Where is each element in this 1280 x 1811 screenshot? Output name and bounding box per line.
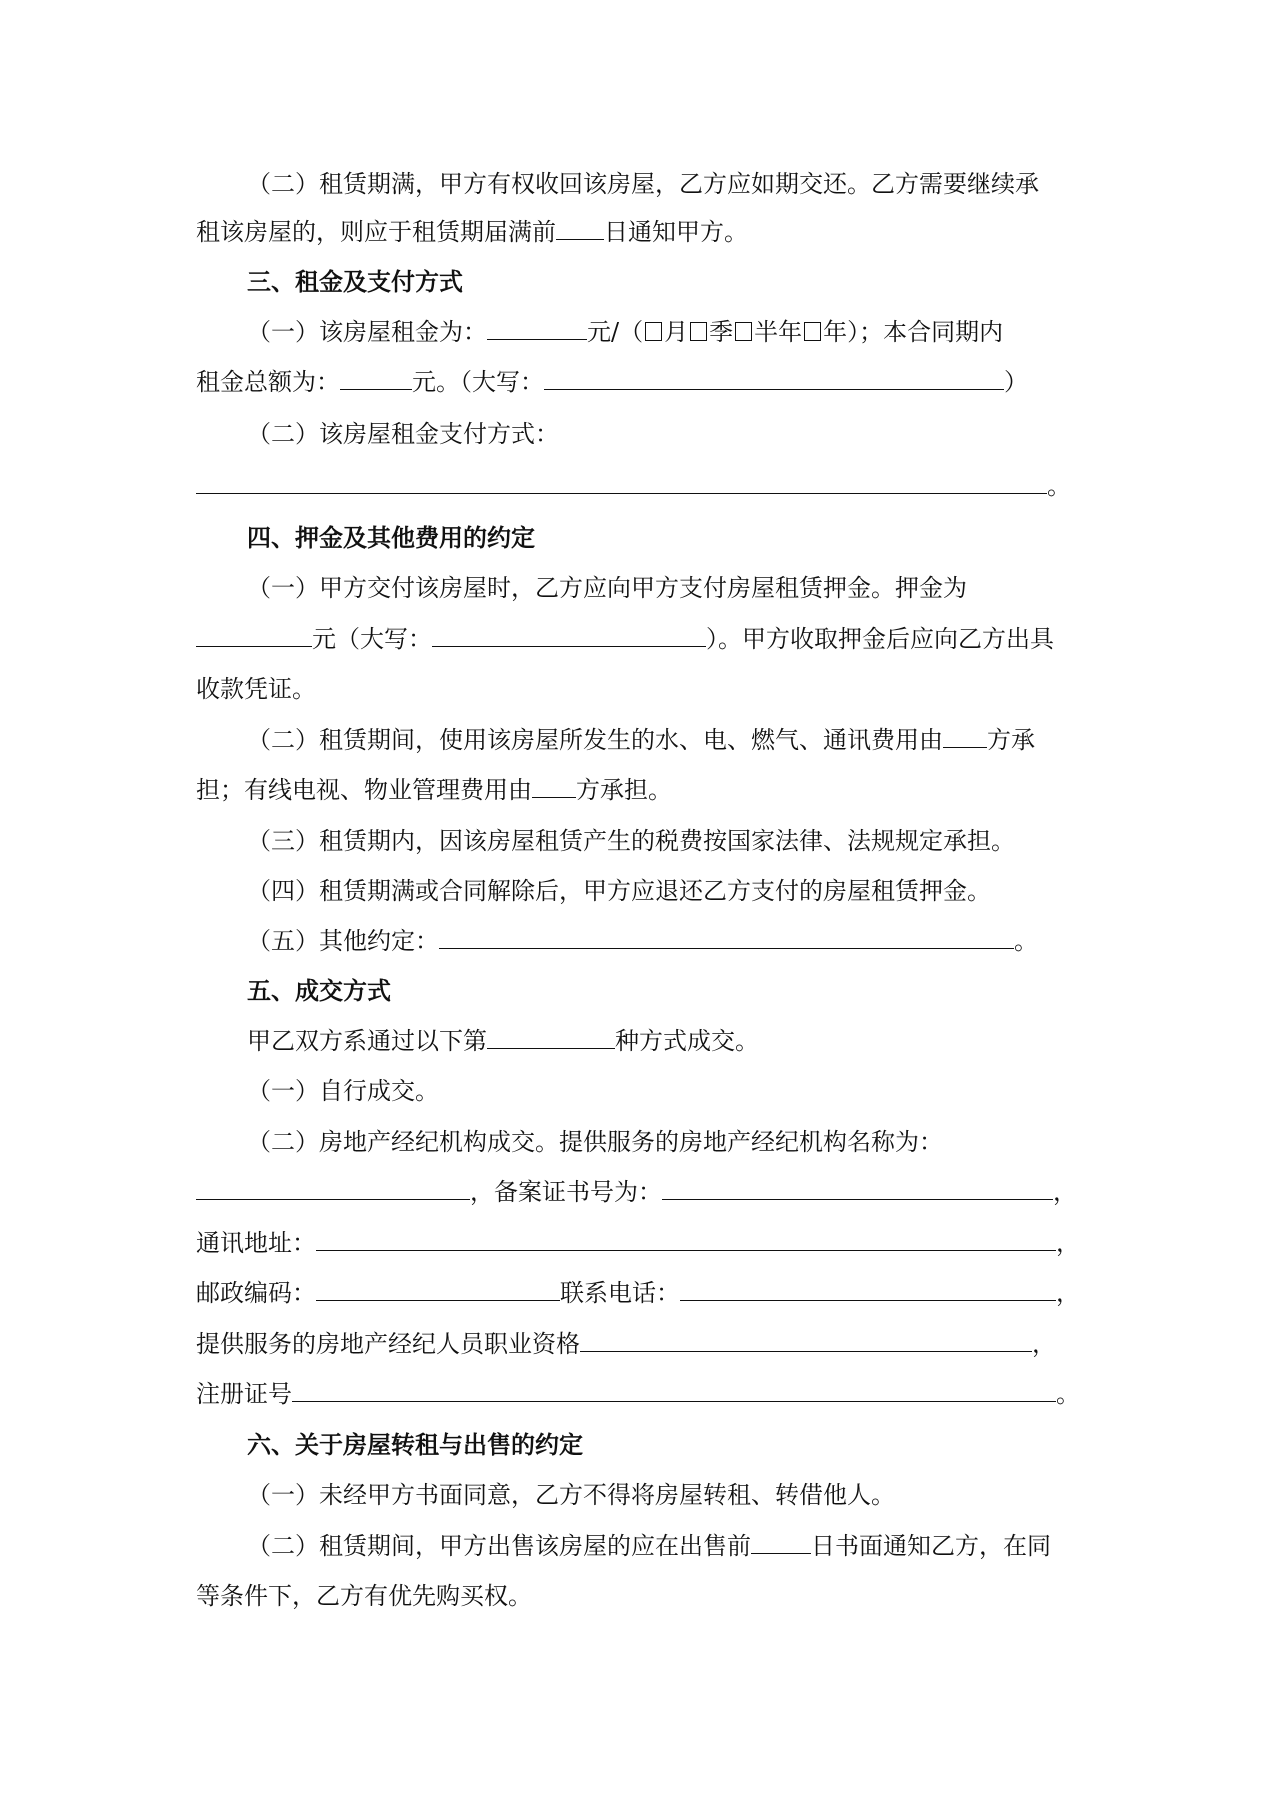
section-5-heading: 五、成交方式: [247, 976, 391, 1005]
address-line: 通讯地址： ，: [196, 1229, 1080, 1257]
other-terms-blank[interactable]: [439, 926, 1014, 949]
checkbox-year[interactable]: [804, 322, 821, 341]
rent-amount-blank[interactable]: [487, 317, 587, 340]
utilities-party-blank[interactable]: [943, 725, 987, 748]
address-blank[interactable]: [316, 1228, 1056, 1251]
deposit-amount-blank[interactable]: [196, 624, 312, 647]
property-fee-party-blank[interactable]: [532, 775, 576, 798]
postcode-phone-line: 邮政编码： 联系电话： ，: [196, 1279, 1080, 1307]
clause-2-2-line-2: 租该房屋的，则应于租赁期届满前 日通知甲方。: [196, 218, 748, 246]
clause-4-1-line-2: 元（大写： ）。甲方收取押金后应向乙方出具: [196, 623, 1054, 655]
agency-name-blank[interactable]: [196, 1177, 470, 1200]
registration-blank[interactable]: [292, 1379, 1056, 1402]
clause-3-2-answer: 。: [196, 470, 1071, 502]
clause-4-1-line-1: （一）甲方交付该房屋时，乙方应向甲方支付房屋租赁押金。押金为: [247, 574, 967, 602]
sale-notice-days-blank[interactable]: [751, 1531, 811, 1554]
checkbox-month[interactable]: [645, 322, 662, 341]
agency-name-line: ，备案证书号为： ，: [196, 1176, 1077, 1208]
registration-line: 注册证号 。: [196, 1380, 1080, 1408]
clause-3-2: （二）该房屋租金支付方式：: [247, 420, 559, 448]
clause-4-3: （三）租赁期内，因该房屋租赁产生的税费按国家法律、法规规定承担。: [247, 827, 1015, 855]
clause-6-2-line-2: 等条件下，乙方有优先购买权。: [196, 1582, 532, 1610]
qualification-line: 提供服务的房地产经纪人员职业资格 ，: [196, 1330, 1056, 1358]
clause-3-1-line-2: 租金总额为： 元。（大写： ）: [196, 368, 1028, 396]
checkbox-half-year[interactable]: [735, 322, 752, 341]
filing-cert-blank[interactable]: [662, 1177, 1053, 1200]
section-4-heading: 四、押金及其他费用的约定: [247, 523, 535, 552]
total-rent-blank[interactable]: [340, 367, 412, 390]
checkbox-season[interactable]: [690, 322, 707, 341]
clause-6-1: （一）未经甲方书面同意，乙方不得将房屋转租、转借他人。: [247, 1481, 895, 1509]
clause-4-2-line-1: （二）租赁期间，使用该房屋所发生的水、电、燃气、通讯费用由 方承: [247, 726, 1035, 754]
total-rent-words-blank[interactable]: [544, 367, 1004, 390]
clause-4-4: （四）租赁期满或合同解除后，甲方应退还乙方支付的房屋租赁押金。: [247, 877, 991, 905]
notice-days-blank[interactable]: [556, 217, 604, 240]
clause-5-2: （二）房地产经纪机构成交。提供服务的房地产经纪机构名称为：: [247, 1128, 943, 1156]
qualification-blank[interactable]: [580, 1329, 1032, 1352]
clause-4-2-line-2: 担；有线电视、物业管理费用由 方承担。: [196, 776, 672, 804]
postcode-blank[interactable]: [316, 1278, 560, 1301]
deposit-words-blank[interactable]: [432, 624, 706, 647]
payment-method-blank[interactable]: [196, 471, 1047, 494]
clause-4-5: （五）其他约定： 。: [247, 927, 1038, 955]
section-6-heading: 六、关于房屋转租与出售的约定: [247, 1430, 583, 1459]
section-3-heading: 三、租金及支付方式: [247, 267, 463, 296]
clause-3-1-line-1: （一）该房屋租金为： 元/（ 月 季 半年 年）；本合同期内: [247, 318, 1004, 346]
clause-4-1-line-3: 收款凭证。: [196, 675, 316, 703]
method-number-blank[interactable]: [487, 1026, 615, 1049]
clause-6-2-line-1: （二）租赁期间，甲方出售该房屋的应在出售前 日书面通知乙方，在同: [247, 1532, 1051, 1560]
clause-5-1: （一）自行成交。: [247, 1077, 439, 1105]
clause-2-2-line-1: （二）租赁期满，甲方有权收回该房屋，乙方应如期交还。乙方需要继续承: [247, 170, 1039, 198]
clause-5-intro: 甲乙双方系通过以下第 种方式成交。: [247, 1027, 759, 1055]
phone-blank[interactable]: [680, 1278, 1056, 1301]
